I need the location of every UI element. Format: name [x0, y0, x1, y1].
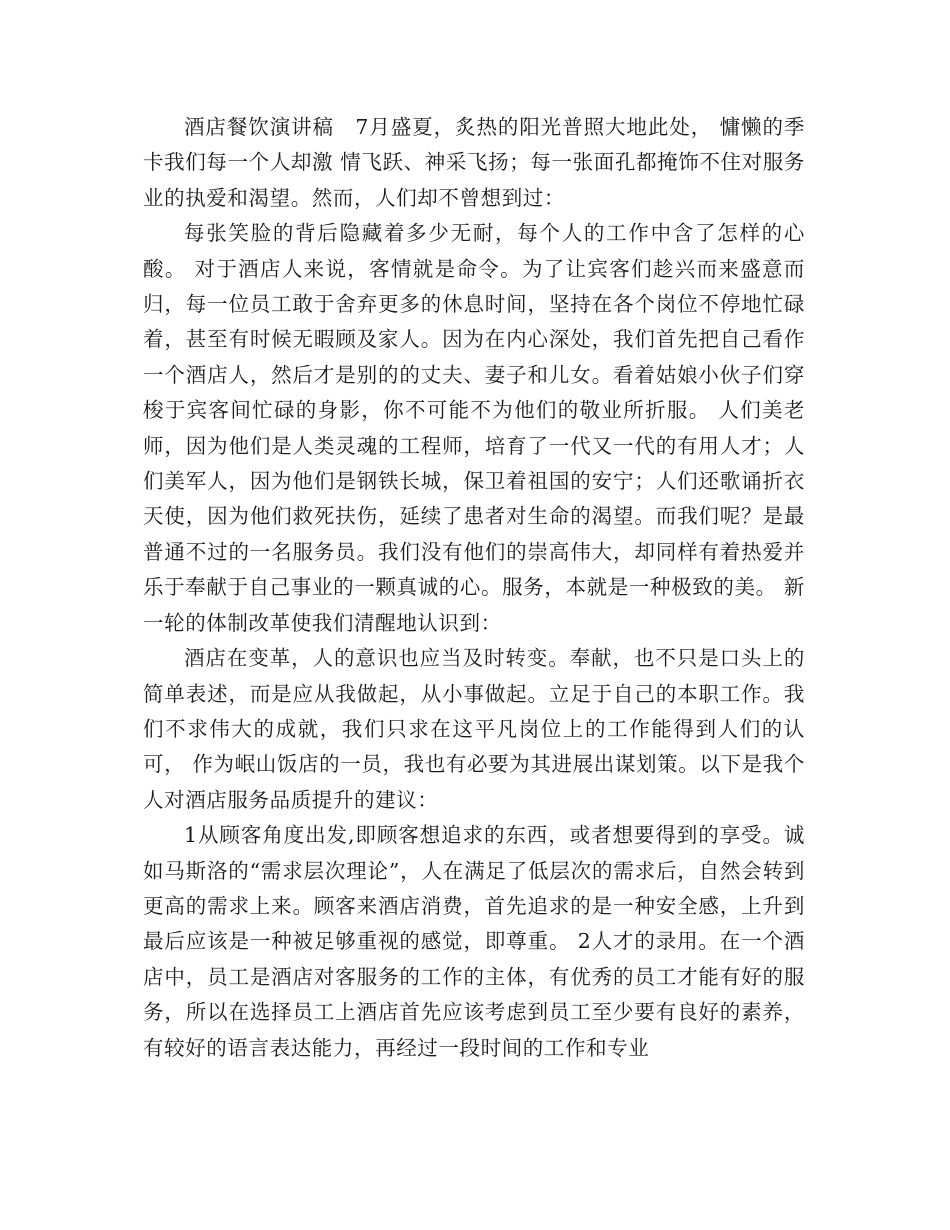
- paragraph-2: 每张笑脸的背后隐藏着多少无耐，每个人的工作中含了怎样的心酸。 对于酒店人来说，客情就是命令。为了让宾客们趁兴而来盛意而归，每一位员工敢于舍弃更多的休息时间，坚持在各个岗位不停地忙碌着，甚至有时候无暇顾及家人。因为在内心深处，我们首先把自己看作一个酒店人，然后才是别的的丈夫、妻子和儿女。看着姑娘小伙子们穿梭于宾客间忙碌的身影，你不可能不为他们的敬业所折服。 人们美老师，因为他们是人类灵魂的工程师，培育了一代又一代的有用人才；人们美军人，因为他们是钢铁长城，保卫着祖国的安宁；人们还歌诵折衣天使，因为他们救死扶伤，延续了患者对生命的渴望。而我们呢？是最普通不过的一名服务员。我们没有他们的崇高伟大，却同样有着热爱并乐于奉献于自己事业的一颗真诚的心。服务，本就是一种极致的美。 新一轮的体制改革使我们清醒地认识到：: [143, 221, 805, 635]
- paragraph-4: 1从顾客角度出发,即顾客想追求的东西，或者想要得到的享受。诚如马斯洛的“需求层次理论”，人在满足了低层次的需求后，自然会转到更高的需求上来。顾客来酒店消费，首先追求的是一种安全感，上升到最后应该是一种被足够重视的感觉，即尊重。 2人才的录用。在一个酒店中，员工是酒店对客服务的工作的主体，有优秀的员工才能有好的服务，所以在选择员工上酒店首先应该考虑到员工至少要有良好的素养，有较好的语言表达能力，再经过一段时间的工作和专业: [143, 823, 805, 1060]
- paragraph-3: 酒店在变革，人的意识也应当及时转变。奉献，也不只是口头上的简单表述，而是应从我做起，从小事做起。立足于自己的本职工作。我们不求伟大的成就，我们只求在这平凡岗位上的工作能得到人们的认可， 作为岷山饭店的一员，我也有必要为其进展出谋划策。以下是我个人对酒店服务品质提升的建议：: [143, 646, 805, 812]
- document-body: [143, 110, 805, 1066]
- paragraph-1: 酒店餐饮演讲稿 7月盛夏，炙热的阳光普照大地此处， 慵懒的季卡我们每一个人却激 情飞跃、神采飞扬；每一张面孔都掩饰不住对服务业的执爱和渴望。然而，人们却不曾想到过：: [143, 115, 805, 210]
